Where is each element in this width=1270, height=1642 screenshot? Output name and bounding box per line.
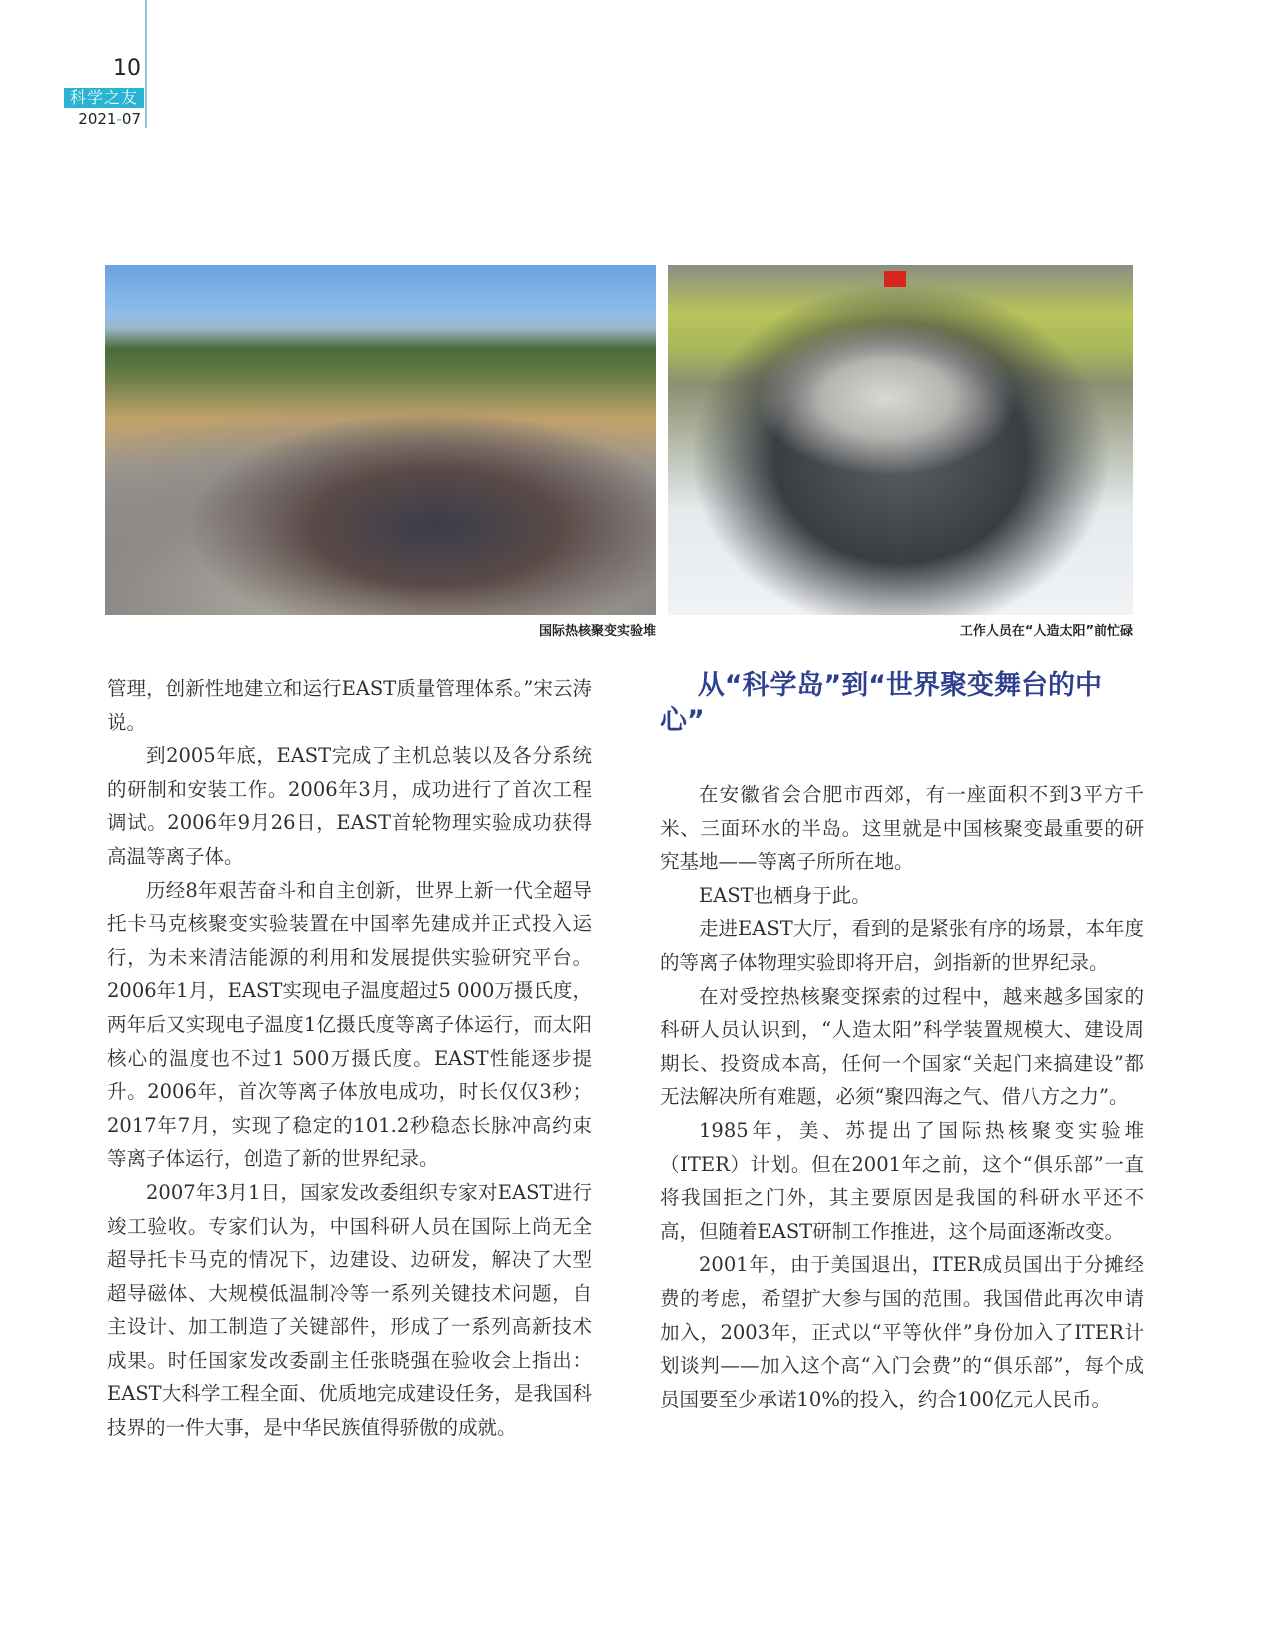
caption-east: 工作人员在“人造太阳”前忙碌: [959, 624, 1133, 639]
issue-month: 07: [121, 110, 141, 128]
magazine-title-badge: 科学之友: [64, 88, 144, 108]
paragraph: 到2005年底，EAST完成了主机总装以及各分系统的研制和安装工作。2006年3月，成功进行了首次工程调试。2006年9月26日，EAST首轮物理实验成功获得高温等离子体。: [107, 744, 592, 868]
issue-year: 2021: [78, 110, 117, 128]
left-text-column: [107, 672, 592, 1445]
paragraph: 2001年，由于美国退出，ITER成员国出于分摊经费的考虑，希望扩大参与国的范围。我国借此再次申请加入，2003年，正式以“平等伙伴”身份加入了ITER计划谈判——加入这个高“入门会费”的“俱乐部”，每个成员国要至少承诺10%的投入，约合100亿元人民币。: [660, 1253, 1144, 1411]
caption-iter: 国际热核聚变实验堆: [538, 624, 656, 639]
photo-iter-construction-site: [105, 265, 656, 615]
photo-east-tokamak: [668, 265, 1133, 615]
section-heading: 从“科学岛”到“世界聚变舞台的中心”: [660, 670, 1103, 736]
paragraph: 2007年3月1日，国家发改委组织专家对EAST进行竣工验收。专家们认为，中国科研人员在国际上尚无全超导托卡马克的情况下，边建设、边研发，解决了大型超导磁体、大规模低温制冷等一系列关键技术问题，自主设计、加工制造了关键部件，形成了一系列高新技术成果。时任国家发改委副主任张晓强在验收会上指出：EAST大科学工程全面、优质地完成建设任务，是我国科技界的一件大事，是中华民族值得骄傲的成就。: [107, 1180, 592, 1440]
page-number: 10: [113, 56, 141, 81]
paragraph: 1985年，美、苏提出了国际热核聚变实验堆（ITER）计划。但在2001年之前，这个“俱乐部”一直将我国拒之门外，其主要原因是我国的科研水平还不高，但随着EAST研制工作推进，这个局面逐渐改变。: [660, 1118, 1144, 1243]
paragraph: 历经8年艰苦奋斗和自主创新，世界上新一代全超导托卡马克核聚变实验装置在中国率先建成并正式投入运行，为未来清洁能源的利用和发展提供实验研究平台。2006年1月，EAST实现电子温度超过5 000万摄氏度，两年后又实现电子温度1亿摄氏度等离子体运行，而太阳核心的温度也不过1 500万摄氏度。EAST性能逐步提升。2006年，首次等离子体放电成功，时长仅仅3秒；2017年7月，实现了稳定的101.2秒稳态长脉冲高约束等离子体运行，创造了新的世界纪录。: [107, 878, 592, 1171]
paragraph: 在对受控热核聚变探索的过程中，越来越多国家的科研人员认识到，“人造太阳”科学装置规模大、建设周期长、投资成本高，任何一个国家“关起门来搞建设”都无法解决所有难题，必须“聚四海之气、借八方之力”。: [660, 984, 1144, 1109]
issue-dash: -: [116, 110, 122, 128]
paragraph: 管理，创新性地建立和运行EAST质量管理体系。”宋云涛说。: [107, 677, 592, 734]
paragraph: EAST也栖身于此。: [699, 883, 871, 907]
header-divider-line: [145, 0, 147, 128]
china-flag-icon: [884, 271, 906, 287]
right-text-column: [660, 778, 1144, 1416]
paragraph: 走进EAST大厅，看到的是紧张有序的场景，本年度的等离子体物理实验即将开启，剑指新的世界纪录。: [660, 917, 1144, 974]
issue-date: [78, 110, 141, 128]
paragraph: 在安徽省会合肥市西郊，有一座面积不到3平方千米、三面环水的半岛。这里就是中国核聚变最重要的研究基地——等离子所所在地。: [660, 783, 1144, 874]
